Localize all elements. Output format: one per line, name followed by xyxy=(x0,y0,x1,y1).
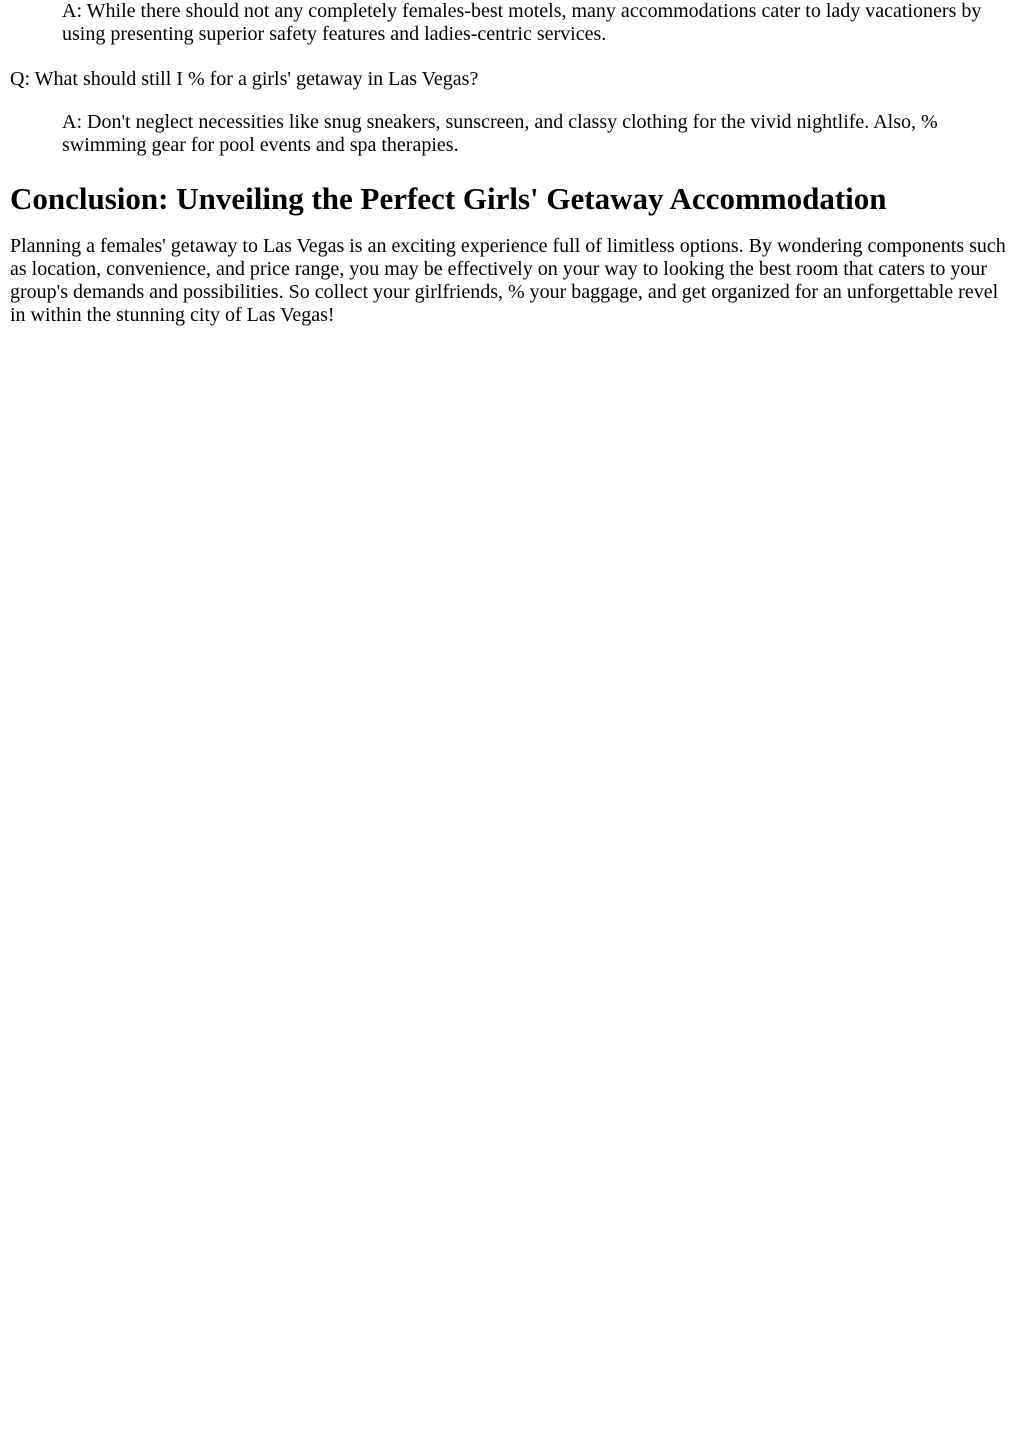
faq-question: Q: What should still I % for a girls' getaway in Las Vegas? xyxy=(10,68,479,90)
faq-answer: A: Don't neglect necessities like snug sneakers, sunscreen, and classy clothing for the vivid nightlife. Also, % swimming gear for pool events and spa therapies. xyxy=(62,111,938,156)
article-page xyxy=(0,0,1014,327)
section-heading: Conclusion: Unveiling the Perfect Girls' Getaway Accommodation xyxy=(10,181,887,216)
conclusion-paragraph: Planning a females' getaway to Las Vegas is an exciting experience full of limitless options. By wondering components such as location, convenience, and price range, you may be effectively on your way to looking the best room that caters to your group's demands and possibilities. So collect your girlfriends, % your baggage, and get organized for an unforgettable revel in within the stunning city of Las Vegas! xyxy=(10,235,1006,326)
faq-answer: A: While there should not any completely females-best motels, many accommodations cater to lady vacationers by using presenting superior safety features and ladies-centric services. xyxy=(62,0,982,45)
